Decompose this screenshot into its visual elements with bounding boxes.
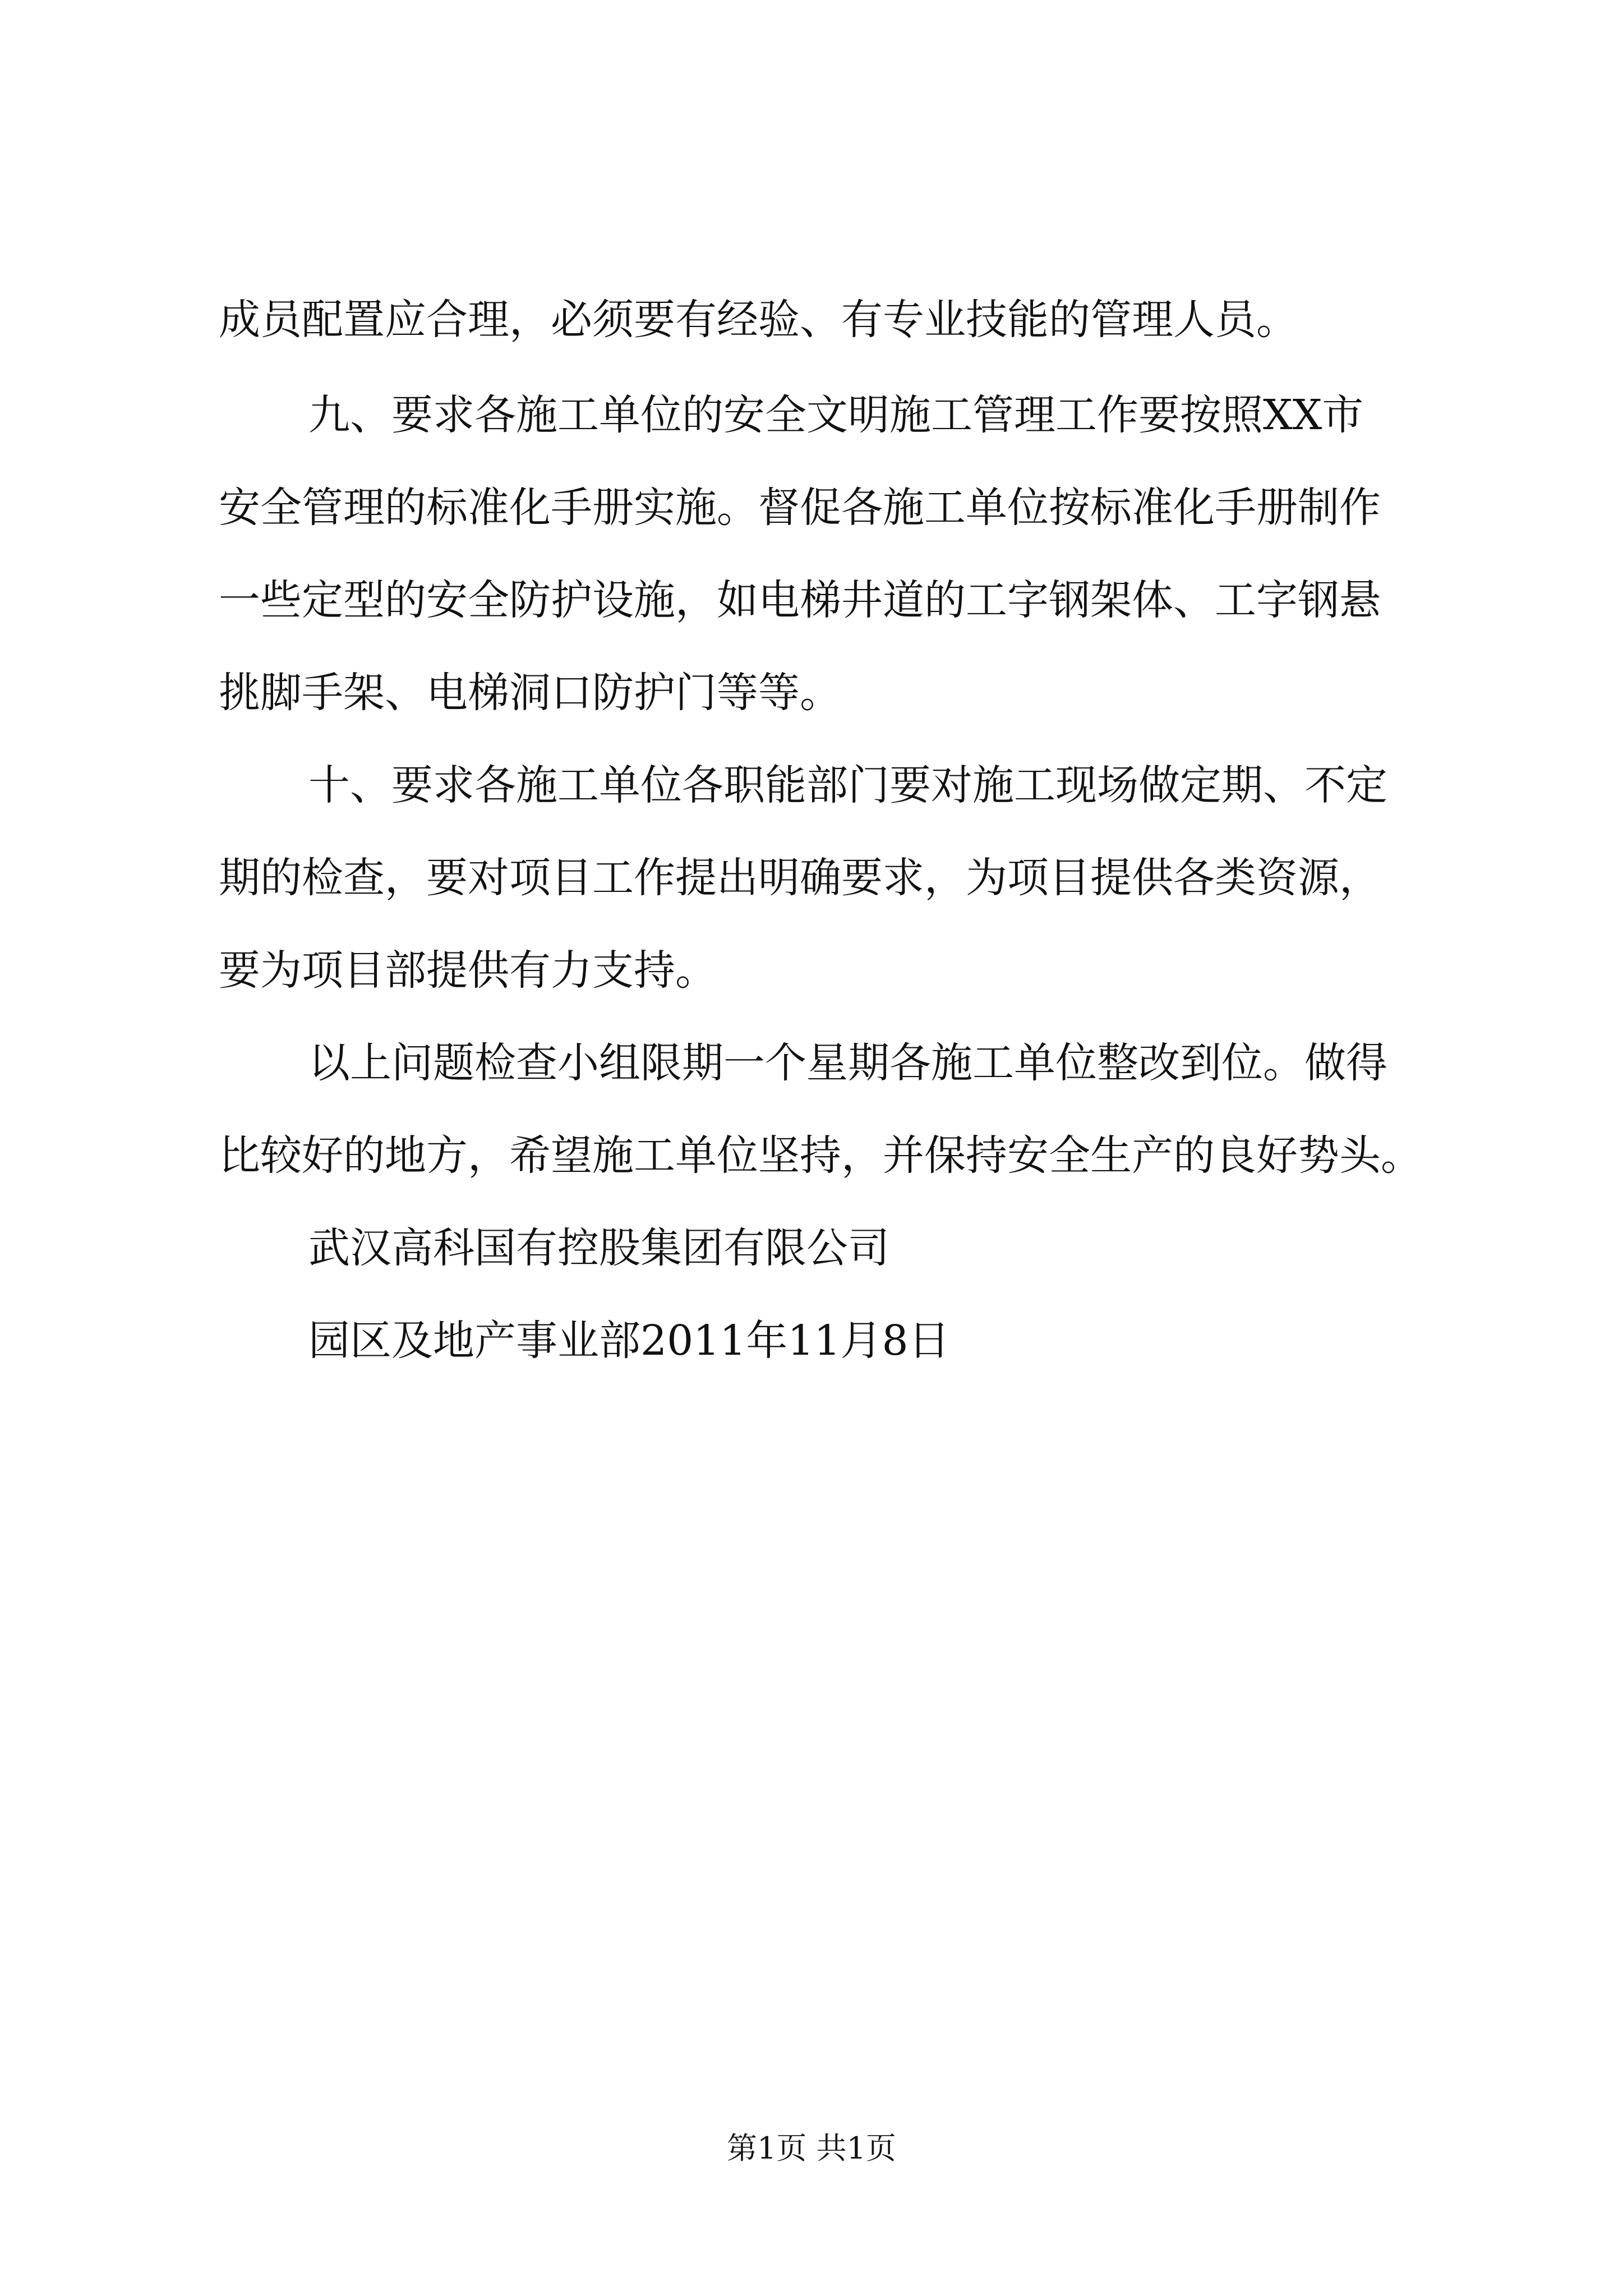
- body-line-1: 成员配置应合理，必须要有经验、有专业技能的管理人员。: [219, 296, 1298, 344]
- body-line-5: 挑脚手架、电梯洞口防护门等等。: [219, 669, 841, 717]
- signature-department-date: 园区及地产事业部2011年11月8日: [308, 1317, 950, 1365]
- signature-company: 武汉高科国有控股集团有限公司: [308, 1224, 889, 1272]
- body-line-8: 要为项目部提供有力支持。: [219, 946, 717, 995]
- body-line-4: 一些定型的安全防护设施，如电梯井道的工字钢架体、工字钢悬: [219, 576, 1381, 624]
- body-line-9: 以上问题检查小组限期一个星期各施工单位整改到位。做得: [308, 1039, 1387, 1087]
- body-line-10: 比较好的地方，希望施工单位坚持，并保持安全生产的良好势头。: [219, 1131, 1422, 1180]
- page-footer: 第1页 共1页: [727, 2131, 896, 2166]
- body-line-6: 十、要求各施工单位各职能部门要对施工现场做定期、不定: [308, 761, 1387, 809]
- body-line-7: 期的检查，要对项目工作提出明确要求，为项目提供各类资源，: [219, 854, 1381, 902]
- body-line-2: 九、要求各施工单位的安全文明施工管理工作要按照XX市: [308, 391, 1364, 439]
- body-line-3: 安全管理的标准化手册实施。督促各施工单位按标准化手册制作: [219, 484, 1381, 532]
